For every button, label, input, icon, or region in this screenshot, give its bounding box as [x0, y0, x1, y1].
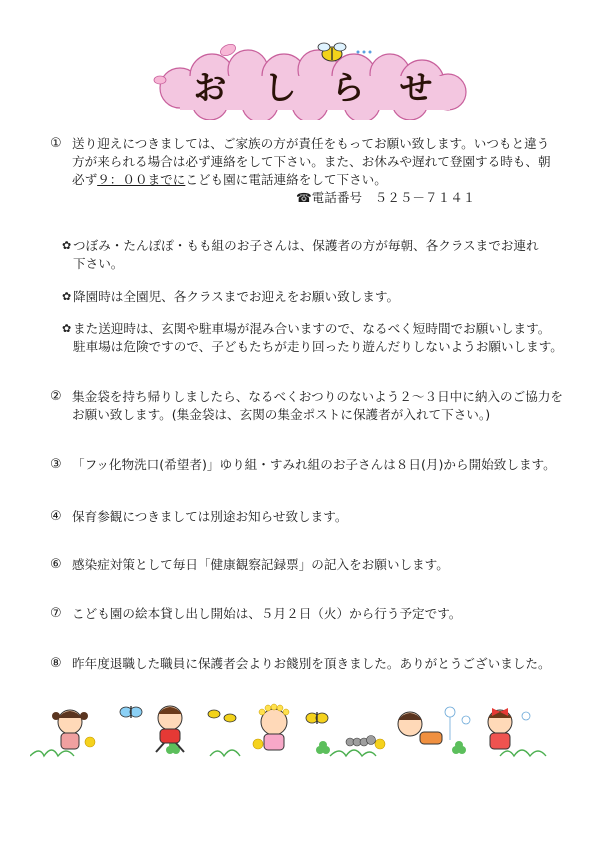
item-line: つぼみ・たんぽぽ・もも組のお子さんは、保護者の方が毎朝、各クラスまでお連れ: [73, 238, 539, 253]
item-line: 感染症対策として毎日「健康観察記録票」の記入をお願いします。: [72, 557, 449, 572]
child-girl-icon: [52, 710, 88, 749]
item-line: 駐車場は危険ですので、子どもたちが走り回ったり遊んだりしないようお願いします。: [73, 339, 563, 354]
item-line: 方が来られる場合は必ず連絡をして下さい。また、お休みや遅れて登園する時も、朝: [72, 154, 551, 169]
item-marker: ①: [50, 136, 62, 151]
bee-icon: [208, 710, 236, 722]
item-line: こども園の絵本貸し出し開始は、５月２日（火）から行う予定です。: [72, 606, 462, 621]
flower-bullet-icon: ✿: [62, 322, 72, 335]
item-line: また送迎時は、玄関や駐車場が混み合いますので、なるべく短時間でお願いします。: [73, 321, 551, 336]
butterfly-icon: [120, 706, 142, 718]
item-marker: ⑧: [50, 656, 62, 671]
child-girl-bow-icon: [488, 708, 512, 749]
title-char-1: お: [193, 68, 227, 107]
item-line: 保育参観につきましては別途お知らせ致します。: [72, 509, 348, 524]
item-line: 下さい。: [73, 256, 124, 271]
item-line: 「フッ化物洗口(希望者)」ゆり組・すみれ組のお子さんは８日(月)から開始致します。: [72, 457, 556, 472]
item-marker: ②: [50, 389, 62, 404]
title-char-3: ら: [331, 68, 365, 107]
underlined-time: ９：００までに: [97, 172, 186, 187]
item-line: 昨年度退職した職員に保護者会よりお餞別を頂きました。ありがとうございました。: [72, 656, 551, 671]
phone-number: ☎電話番号 ５２５－７１４１: [296, 190, 476, 205]
item-line: 降園時は全園児、各クラスまでお迎えをお願い致します。: [73, 289, 400, 304]
item-marker: ⑦: [50, 606, 62, 621]
item-line: 集金袋を持ち帰りしましたら、なるべくおつりのないよう２～３日中に納入のご協力を: [72, 389, 564, 404]
flower-bullet-icon: ✿: [62, 290, 72, 303]
children-illustration: [30, 700, 575, 760]
dandelion-icon: [445, 707, 530, 740]
title-char-4: せ: [399, 68, 433, 107]
title-banner: [150, 40, 480, 120]
child-crawling-icon: [398, 712, 442, 744]
item-line: お願い致します。(集金袋は、玄関の集金ポストに保護者が入れて下さい。): [72, 407, 491, 422]
child-flower-crown-icon: [259, 704, 289, 750]
item-line: 必ず９：００までにこども園に電話連絡をして下さい。: [72, 172, 387, 187]
butterfly-icon: [306, 712, 328, 724]
item-line: 送り迎えにつきましては、ご家族の方が責任をもってお願い致します。いつもと違う: [72, 136, 550, 151]
title-char-2: し: [263, 68, 297, 107]
item-marker: ⑥: [50, 557, 62, 572]
item-marker: ④: [50, 509, 62, 524]
flower-bullet-icon: ✿: [62, 239, 72, 252]
item-marker: ③: [50, 457, 62, 472]
